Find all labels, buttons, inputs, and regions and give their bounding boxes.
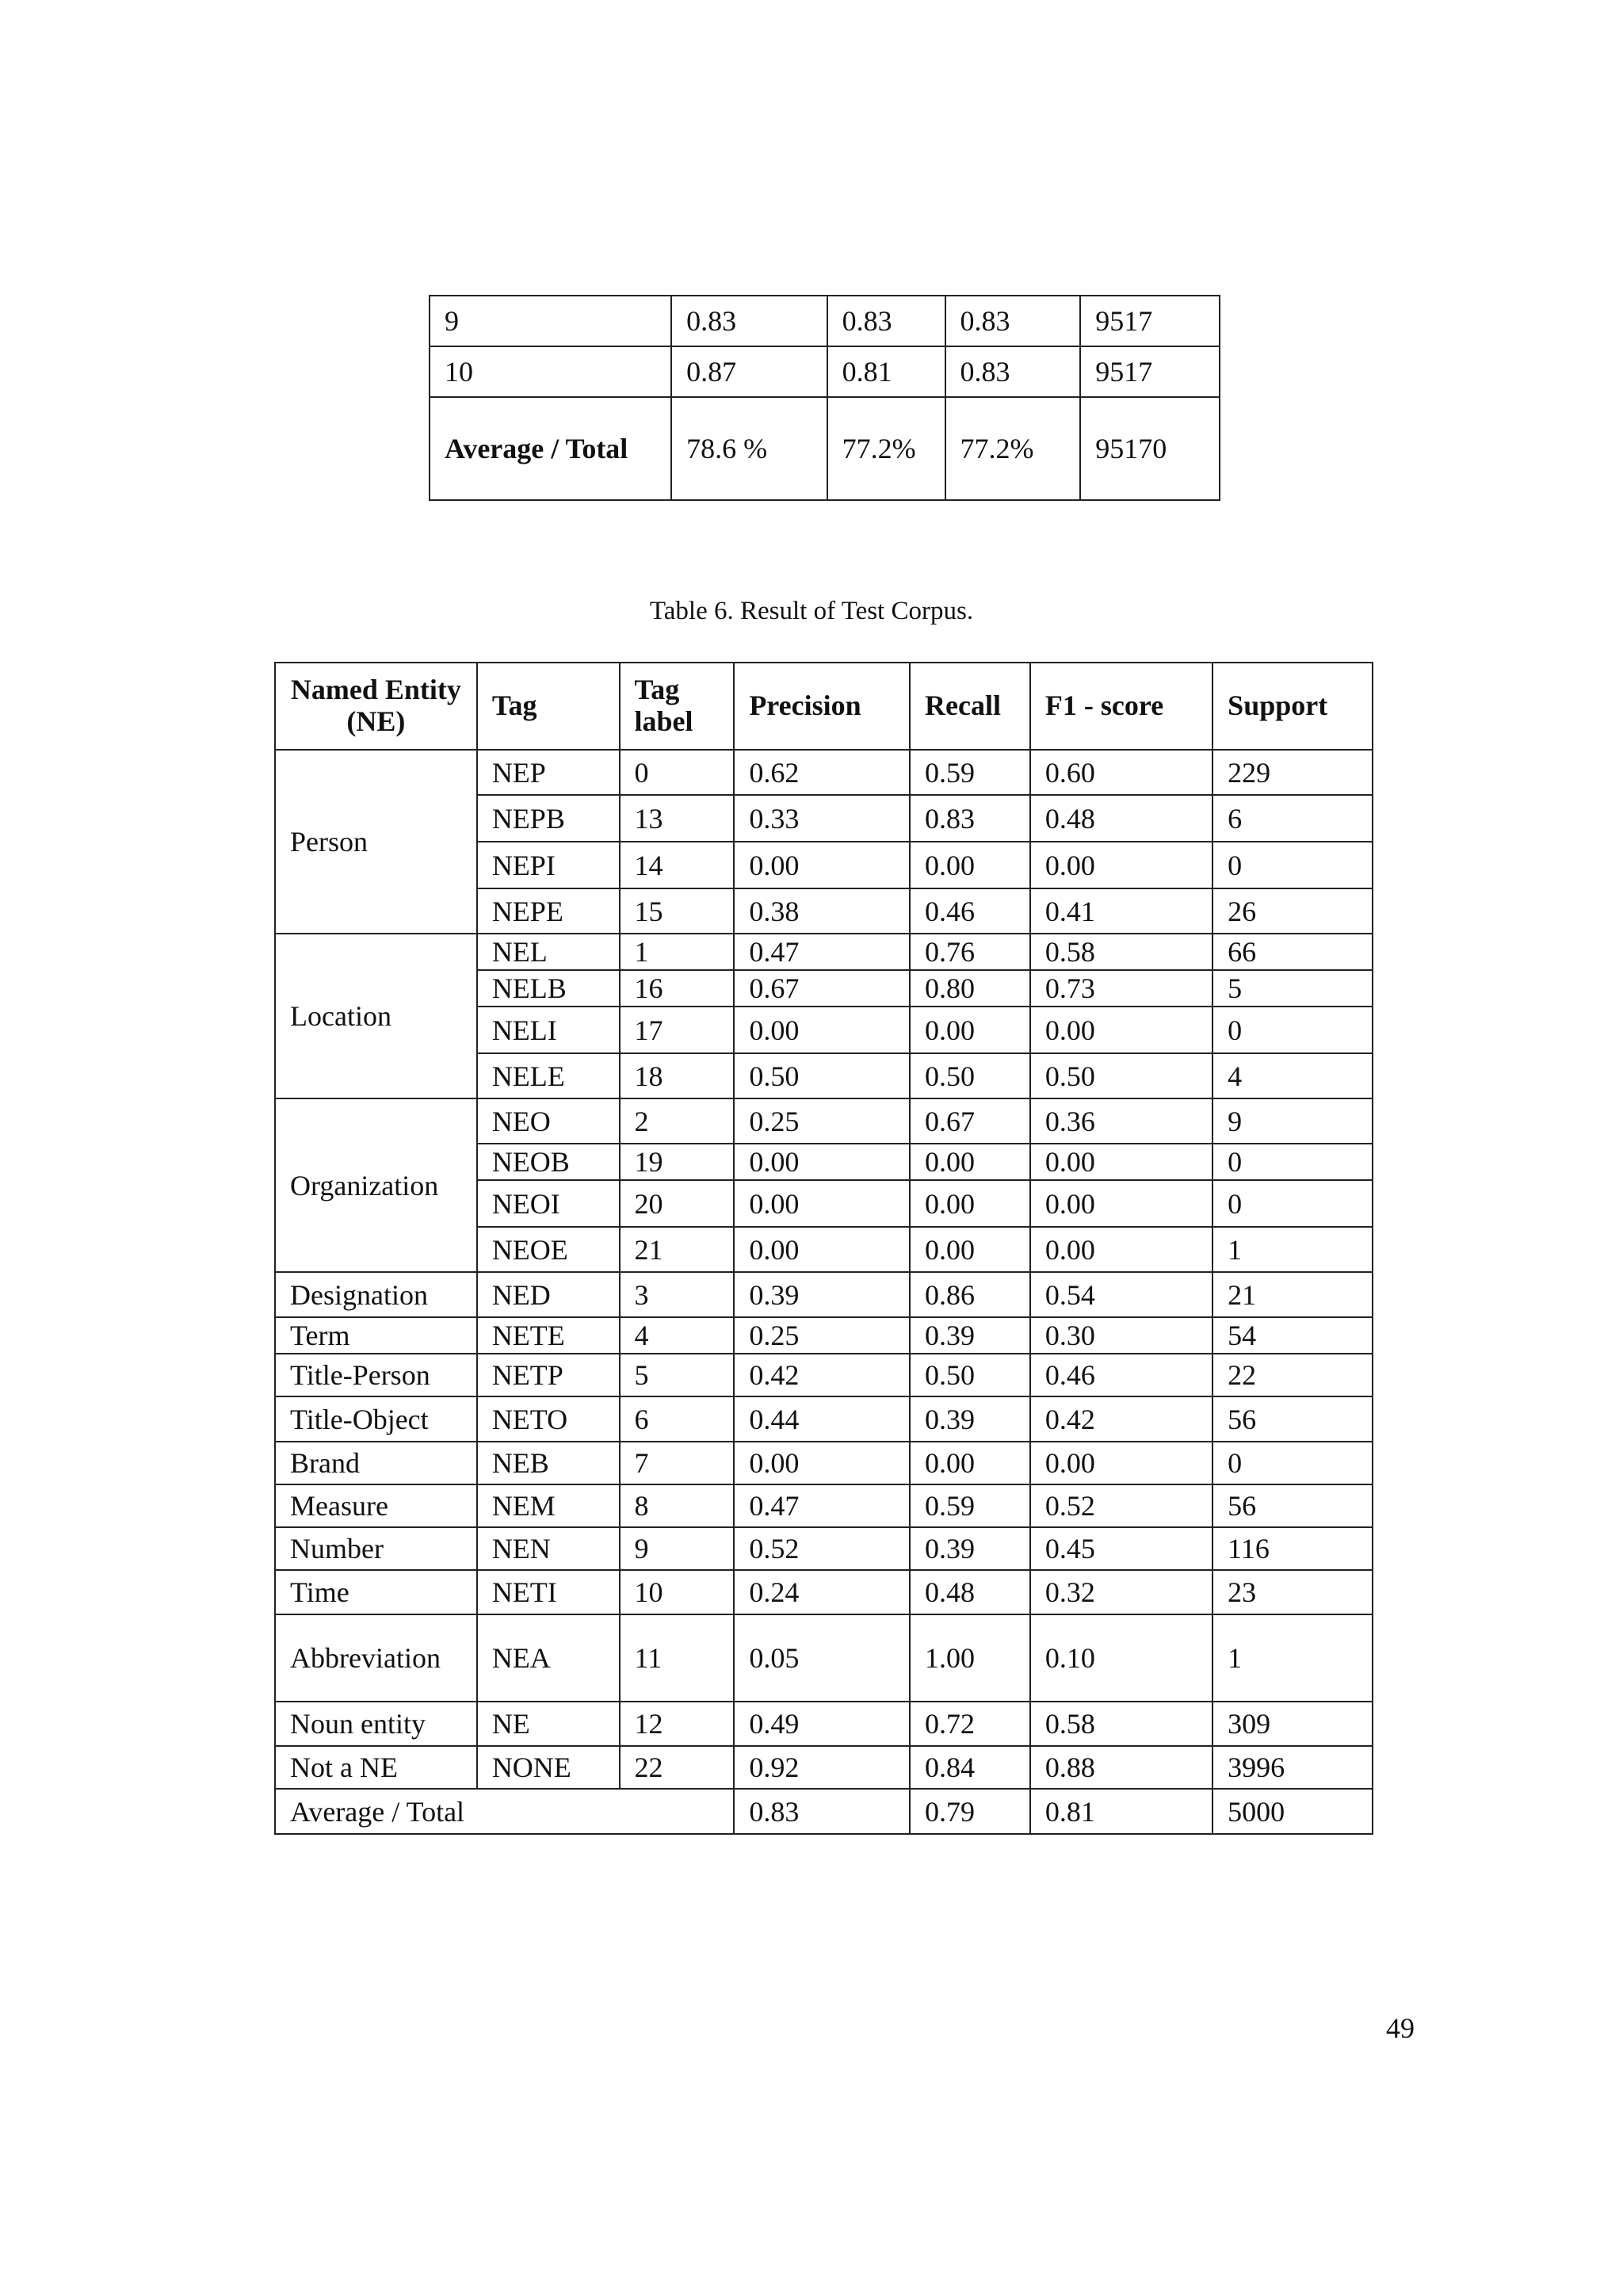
cell-precision: 0.42 [734,1354,910,1396]
cell-precision: 0.92 [734,1746,910,1789]
cell-precision: 0.25 [734,1317,910,1354]
average-label: Average / Total [430,397,671,500]
cell-support: 0 [1212,1180,1373,1227]
cell-precision: 0.67 [734,970,910,1007]
cell-tag-label: 2 [620,1098,735,1144]
cell-tag: NETI [477,1570,620,1614]
cell-recall: 0.00 [910,1007,1030,1053]
table-row [275,750,1373,795]
cell-tag-label: 11 [620,1614,735,1702]
cell-precision: 0.24 [734,1570,910,1614]
cell-precision: 0.05 [734,1614,910,1702]
cell-tag-label: 13 [620,795,735,842]
average-value: 77.2% [827,397,945,500]
cell-tag: NONE [477,1746,620,1789]
cell-tag: NETE [477,1317,620,1354]
cell-precision: 0.00 [734,1144,910,1180]
cell-support: 0 [1212,1007,1373,1053]
average-value: 95170 [1080,397,1220,500]
cell-support: 56 [1212,1396,1373,1442]
cell-tag: NEOE [477,1227,620,1272]
table-row [275,1527,1373,1570]
cell-support: 0 [1212,842,1373,888]
header-recall: Recall [910,663,1030,750]
cell-support: 6 [1212,795,1373,842]
cell-tag-label: 1 [620,934,735,970]
cell-recall: 0.39 [910,1396,1030,1442]
cell-f1-score: 0.32 [1030,1570,1212,1614]
cell-support: 54 [1212,1317,1373,1354]
cell-tag-label: 5 [620,1354,735,1396]
cell-tag: NEPB [477,795,620,842]
cell-precision: 0.00 [734,1227,910,1272]
cell-precision: 0.62 [734,750,910,795]
cell-f1-score: 0.88 [1030,1746,1212,1789]
cell-tag: NEPI [477,842,620,888]
table-header-row [275,663,1373,750]
table-cell: 0.83 [945,296,1081,346]
cell-recall: 0.67 [910,1098,1030,1144]
table-cell: 10 [430,346,671,397]
cell-support: 26 [1212,888,1373,934]
table-5-continued [429,295,1220,501]
cell-f1-score: 0.50 [1030,1053,1212,1098]
cell-tag: NE [477,1702,620,1746]
entity-name: Title-Object [275,1396,477,1442]
table-row [275,1272,1373,1317]
entity-name: Designation [275,1272,477,1317]
entity-name: Person [275,750,477,934]
cell-support: 23 [1212,1570,1373,1614]
entity-name: Organization [275,1098,477,1272]
entity-name: Noun entity [275,1702,477,1746]
cell-recall: 0.59 [910,1484,1030,1527]
table-row [275,1484,1373,1527]
table-row [275,1614,1373,1702]
cell-tag: NEA [477,1614,620,1702]
cell-recall: 0.50 [910,1053,1030,1098]
total-row [275,1789,1373,1834]
table-row [275,1317,1373,1354]
cell-support: 1 [1212,1227,1373,1272]
cell-support: 3996 [1212,1746,1373,1789]
entity-name: Number [275,1527,477,1570]
cell-f1-score: 0.60 [1030,750,1212,795]
table-row [430,346,1220,397]
entity-name: Not a NE [275,1746,477,1789]
table-6-results [274,662,1373,1835]
table-row [275,1746,1373,1789]
entity-name: Location [275,934,477,1098]
table-row [275,1442,1373,1484]
cell-f1-score: 0.54 [1030,1272,1212,1317]
table-cell: 0.81 [827,346,945,397]
cell-tag: NELI [477,1007,620,1053]
cell-support: 5 [1212,970,1373,1007]
table-cell: 0.83 [945,346,1081,397]
cell-tag: NEOB [477,1144,620,1180]
cell-recall: 1.00 [910,1614,1030,1702]
cell-tag-label: 16 [620,970,735,1007]
cell-tag-label: 8 [620,1484,735,1527]
cell-precision: 0.44 [734,1396,910,1442]
cell-recall: 0.83 [910,795,1030,842]
cell-support: 21 [1212,1272,1373,1317]
entity-name: Time [275,1570,477,1614]
cell-tag: NEO [477,1098,620,1144]
cell-recall: 0.39 [910,1527,1030,1570]
cell-recall: 0.00 [910,1144,1030,1180]
cell-f1-score: 0.58 [1030,934,1212,970]
entity-name: Abbreviation [275,1614,477,1702]
cell-recall: 0.59 [910,750,1030,795]
table-row [275,1354,1373,1396]
header-precision: Precision [734,663,910,750]
cell-f1-score: 0.41 [1030,888,1212,934]
cell-tag-label: 20 [620,1180,735,1227]
cell-recall: 0.80 [910,970,1030,1007]
cell-tag-label: 3 [620,1272,735,1317]
cell-f1-score: 0.42 [1030,1396,1212,1442]
cell-tag-label: 17 [620,1007,735,1053]
cell-recall: 0.76 [910,934,1030,970]
cell-f1-score: 0.00 [1030,1442,1212,1484]
cell-f1-score: 0.10 [1030,1614,1212,1702]
cell-tag: NETO [477,1396,620,1442]
cell-f1-score: 0.45 [1030,1527,1212,1570]
table-cell: 9517 [1080,346,1220,397]
cell-tag: NEM [477,1484,620,1527]
cell-f1-score: 0.00 [1030,842,1212,888]
cell-tag-label: 22 [620,1746,735,1789]
cell-tag: NELB [477,970,620,1007]
cell-f1-score: 0.58 [1030,1702,1212,1746]
cell-precision: 0.25 [734,1098,910,1144]
header-tag: Tag [477,663,620,750]
header-support: Support [1212,663,1373,750]
cell-precision: 0.49 [734,1702,910,1746]
cell-support: 4 [1212,1053,1373,1098]
cell-f1-score: 0.73 [1030,970,1212,1007]
cell-recall: 0.72 [910,1702,1030,1746]
cell-tag: NEP [477,750,620,795]
cell-tag: NEPE [477,888,620,934]
table-row [275,1396,1373,1442]
header-named-entity: Named Entity (NE) [275,663,477,750]
cell-precision: 0.38 [734,888,910,934]
average-value: 77.2% [945,397,1081,500]
cell-recall: 0.46 [910,888,1030,934]
cell-support: 22 [1212,1354,1373,1396]
cell-tag-label: 7 [620,1442,735,1484]
table-row [275,1570,1373,1614]
cell-precision: 0.50 [734,1053,910,1098]
cell-precision: 0.47 [734,1484,910,1527]
cell-recall: 0.00 [910,1227,1030,1272]
cell-tag-label: 6 [620,1396,735,1442]
cell-support: 66 [1212,934,1373,970]
cell-recall: 0.84 [910,1746,1030,1789]
total-f1-score: 0.81 [1030,1789,1212,1834]
table-cell: 0.87 [671,346,827,397]
table-cell: 9517 [1080,296,1220,346]
cell-tag-label: 14 [620,842,735,888]
cell-f1-score: 0.30 [1030,1317,1212,1354]
total-precision: 0.83 [734,1789,910,1834]
average-value: 78.6 % [671,397,827,500]
cell-tag-label: 19 [620,1144,735,1180]
cell-tag-label: 10 [620,1570,735,1614]
cell-support: 9 [1212,1098,1373,1144]
cell-tag-label: 18 [620,1053,735,1098]
cell-recall: 0.48 [910,1570,1030,1614]
entity-name: Title-Person [275,1354,477,1396]
table-row [275,934,1373,970]
table-row [275,1702,1373,1746]
cell-precision: 0.00 [734,1442,910,1484]
cell-precision: 0.00 [734,1180,910,1227]
total-recall: 0.79 [910,1789,1030,1834]
cell-precision: 0.00 [734,1007,910,1053]
cell-tag: NEN [477,1527,620,1570]
cell-support: 1 [1212,1614,1373,1702]
table-cell: 0.83 [827,296,945,346]
cell-precision: 0.33 [734,795,910,842]
table-6-caption: Table 6. Result of Test Corpus. [649,597,974,625]
cell-tag: NELE [477,1053,620,1098]
cell-tag-label: 12 [620,1702,735,1746]
cell-recall: 0.00 [910,1180,1030,1227]
cell-recall: 0.39 [910,1317,1030,1354]
cell-tag-label: 15 [620,888,735,934]
cell-f1-score: 0.46 [1030,1354,1212,1396]
cell-tag-label: 9 [620,1527,735,1570]
cell-f1-score: 0.48 [1030,795,1212,842]
cell-precision: 0.00 [734,842,910,888]
table-row [430,296,1220,346]
cell-f1-score: 0.00 [1030,1180,1212,1227]
table-cell: 9 [430,296,671,346]
entity-name: Brand [275,1442,477,1484]
cell-f1-score: 0.52 [1030,1484,1212,1527]
total-label: Average / Total [275,1789,734,1834]
cell-recall: 0.86 [910,1272,1030,1317]
cell-f1-score: 0.00 [1030,1144,1212,1180]
average-row [430,397,1220,500]
cell-tag: NEL [477,934,620,970]
header-f1-score: F1 - score [1030,663,1212,750]
cell-tag: NEOI [477,1180,620,1227]
cell-recall: 0.00 [910,842,1030,888]
cell-f1-score: 0.36 [1030,1098,1212,1144]
table-cell: 0.83 [671,296,827,346]
cell-support: 229 [1212,750,1373,795]
cell-support: 309 [1212,1702,1373,1746]
total-support: 5000 [1212,1789,1373,1834]
cell-tag: NEB [477,1442,620,1484]
entity-name: Term [275,1317,477,1354]
cell-precision: 0.47 [734,934,910,970]
cell-f1-score: 0.00 [1030,1227,1212,1272]
entity-name: Measure [275,1484,477,1527]
cell-tag-label: 0 [620,750,735,795]
cell-support: 0 [1212,1442,1373,1484]
cell-f1-score: 0.00 [1030,1007,1212,1053]
cell-tag-label: 21 [620,1227,735,1272]
cell-support: 0 [1212,1144,1373,1180]
page-number: 49 [1386,2012,1415,2044]
cell-support: 116 [1212,1527,1373,1570]
cell-tag-label: 4 [620,1317,735,1354]
cell-tag: NED [477,1272,620,1317]
header-tag-label: Tag label [620,663,735,750]
cell-precision: 0.52 [734,1527,910,1570]
cell-recall: 0.50 [910,1354,1030,1396]
cell-tag: NETP [477,1354,620,1396]
cell-support: 56 [1212,1484,1373,1527]
table-row [275,1098,1373,1144]
cell-precision: 0.39 [734,1272,910,1317]
cell-recall: 0.00 [910,1442,1030,1484]
